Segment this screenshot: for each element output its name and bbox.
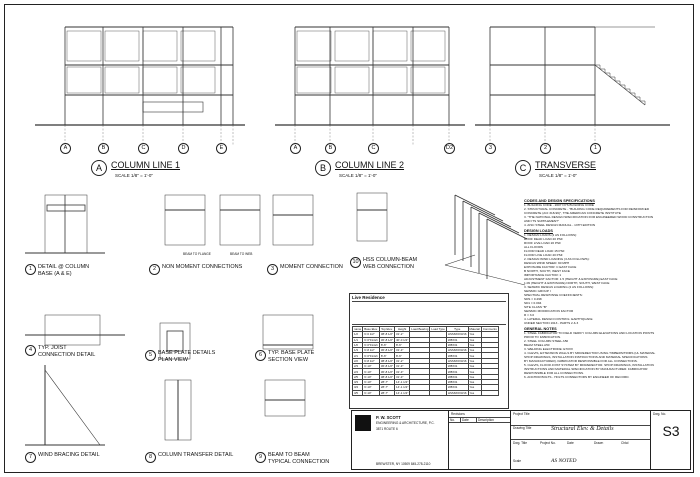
detail-2-drawing [165,195,205,245]
table-cell: Yes [468,342,481,347]
note-line: CONCRETE (ACI 318-99)", THE AMERICAN CONCRETE INSTITUTE [524,211,621,215]
note-line: 2. STRUCTURAL CONCRETE - "BUILDING CODE REQUIREMENTS FOR REINFORCED [524,207,650,211]
rev-col-date: Date [461,418,477,422]
drawing-title-transverse: TRANSVERSE [535,160,597,170]
table-cell: 14'-1 1/2" [396,380,409,385]
detail-subtitle: CONNECTION DETAIL [38,352,96,358]
detail-subtitle: SECTION VIEW [268,357,309,363]
note-line: 4. CLEVIS, EXTENSION WALLS BY MFR/ERECTOR USING TIMBERS/TRIMS (UL MATERIAL [524,351,656,355]
iso-frame-member [471,207,511,227]
grid-bubble: D [178,143,189,154]
elev-a-panel [181,67,215,93]
detail-number-badge: 6 [255,350,266,361]
grid-bubble: C [138,143,149,154]
detail-subtitle: PLAN VIEW [158,357,188,363]
table-cell: 2/4 [353,369,363,374]
note-line: ROOF DEAD LOAD 20 PSF [524,237,563,241]
sheet-number: S3 [662,423,680,440]
table-cell [481,390,498,395]
table-cell: 31'-3" [395,348,410,353]
project-title-label: Project Title [513,412,530,416]
notes-loads-list [524,233,690,325]
schedule-header-cell: Top Elev. [381,327,393,332]
note-line: R = 3.0 [524,313,535,317]
grid-bubble: B [325,143,336,154]
detail-2-sublabel-right: BEAM TO WEB [230,252,253,256]
table-cell [430,390,446,395]
detail-10-drawing [357,193,387,241]
iso-frame-member [463,201,503,221]
table-cell: 36'-8 1/2" [380,364,394,369]
grid-bubble: 2 [540,143,551,154]
drawing-scale: SCALE 1/8" = 1'-0" [539,173,577,178]
notes-loads-title: DESIGN LOADS [524,229,553,233]
table-cell: 3/3 [353,379,363,384]
table-cell: 2/1 [353,353,363,358]
table-cell: HSS6X6X3/16 [447,358,467,363]
elev-c-stair-stringer [595,65,645,105]
elev-a-panel [105,67,139,93]
table-cell: 28'-7" [379,379,394,384]
elev-b-panel [297,67,331,93]
table-cell: 2/5 [353,374,363,379]
elev-a-panel [143,31,177,61]
table-cell: 38'-8 1/2" [380,332,394,337]
table-cell: 1/3 [353,348,363,353]
elev-a-panel [67,31,101,61]
note-line: RESPONSIBLE FOR ALL CONNECTIONS. [524,371,584,375]
detail-title: BASE PLATE DETAILS [158,350,216,356]
note-line: 2. DESIGN WIND LOADING (3 AS FOLLOWS): [524,257,590,261]
detail-1-flange [47,205,85,211]
table-cell: 38'-8 1/2" [380,374,394,379]
table-cell: 36'-8 1/2" [380,348,394,353]
notes-general-title: GENERAL NOTES [524,327,557,331]
table-cell: 36'-8 1/2" [380,369,394,374]
detail-number-badge: 3 [267,264,278,275]
detail-subtitle: WEB CONNECTION [363,264,415,270]
table-cell: 14'-1 1/2" [396,385,409,390]
note-line: SITE CLASS "B" [524,305,548,309]
title-block-field-label: Date [567,441,574,445]
table-cell: 6'-10" [363,379,380,384]
drawing-sheet [4,4,694,473]
schedule-body [353,332,499,396]
schedule-header-cell: Load Bearing [411,327,429,332]
elev-b-panel [335,67,369,93]
table-cell [410,390,430,395]
note-line: INSTRUCTIONS AND MATERIAL SPECIFICATION BY MANUFACTURER. FABRICATOR [524,367,648,371]
table-cell: Yes [468,337,481,342]
revisions-panel [448,411,511,469]
detail-2-drawing [220,195,260,245]
elev-a-panel [67,67,101,93]
detail-title: TYP. BASE PLATE [268,350,315,356]
table-cell: W8X31 [446,369,468,374]
detail-number-badge: 4 [25,345,36,356]
table-cell: 14'-1 1/2" [396,390,409,395]
note-line: FLOOR DEAD LOAD 15 PSF [524,249,565,253]
drawing-title-label: Drawing Title [513,426,532,430]
table-cell: HSS6X6X3/16 [447,332,467,337]
note-line: 1. DESIGN LOADS (2 AS FOLLOWS): [524,233,577,237]
table-cell: 6'-10" [363,374,380,379]
note-line: SPECTRAL RESPONSE COEFFICIENTS: [524,293,583,297]
detail-number-badge: 5 [145,350,156,361]
table-cell: 6'-6"Finish [364,337,378,342]
note-line: 1.09 (HEIGHT & EXPOSURE) NORTH, SOUTH, WEST FACE [524,281,610,285]
elev-b-panel [373,31,407,61]
table-cell: 31'-3" [395,369,410,374]
detail-4-drawing [45,315,100,345]
drawing-title-column-line-2: COLUMN LINE 2 [335,160,405,170]
revisions-label: Revisions [449,411,511,418]
dwg-no-label: Dwg. No. [653,412,667,416]
note-line: B NORTH, SOUTH, WEST FACE [524,269,570,273]
table-cell: W8X31 [446,364,468,369]
table-cell: 31'-2" [395,358,410,363]
table-cell: 8'-6" [379,353,394,358]
detail-number-badge: 1 [25,264,36,275]
note-line: 3. "THE NATIONAL DESIGN SPECIFICATION FOR ENGINEERED WOOD CONSTRUCTION [524,215,654,219]
drawing-info-panel [510,411,651,469]
title-block-field-label: Project No. [540,441,556,445]
sheet-number-panel [650,411,691,469]
note-line: AND ITS SUPPLEMENT" [524,219,560,223]
note-line: 3. SEISMIC DESIGN LOADING (2 AS FOLLOWS): [524,285,594,289]
detail-number-badge: 10 [350,257,361,268]
drawing-letter-badge: C [515,160,531,176]
schedule-header-cell: Materail [469,327,480,332]
table-cell: Yes [468,348,481,353]
elev-b-panel [297,31,331,61]
table-cell: 2/3 [353,364,363,369]
schedule-header-cell: Base Elev. [364,327,378,332]
table-cell: 6'-6"Finish [364,343,378,348]
table-cell: 3/4 [353,385,363,390]
firm-subtitle: ENGINEERING & ARCHITECTURE, P.C. [376,421,435,425]
table-cell: Yes [468,332,481,337]
drawing-scale: SCALE 1/8" = 1'-0" [115,173,153,178]
grid-bubble: 3 [485,143,496,154]
drawing-letter-badge: B [315,160,331,176]
schedule-table [352,326,499,396]
detail-subtitle: TYPICAL CONNECTION [268,459,330,465]
note-line: ADJUSTMENT FACTOR: 1.5 (HEIGHT & EXPOSURE) EAST FACE [524,277,618,281]
elev-a-panel [181,31,215,61]
note-line: 3. WELDING ELECTRODE: E70XX [524,347,573,351]
note-line: BY MANUFACTURER). FABRICATOR RESPONSIBLE FOR ALL CONNECTIONS. [524,359,638,363]
table-cell: 8'-6" [395,353,410,358]
drawing-letter-badge: A [91,160,107,176]
notes-codes-list [524,203,690,227]
grid-bubble: 1 [590,143,601,154]
detail-subtitle: BASE (A & E) [38,271,72,277]
table-cell: 31'-3" [395,364,410,369]
note-line: 1. STEEL FABRICATOR TO FIELD VERIFY COLUMN ELEVATIONS AND LOCATION POINTS [524,331,655,335]
note-line: SEISMIC GROUP I [524,289,551,293]
scale-label: Scale [513,459,521,463]
table-cell: Yes [468,390,481,395]
table-cell: 8'-6" [379,342,394,347]
note-line: SHOP DRAWINGS, INSTALLATION INSTRUCTIONS AND MATERIAL SPECIFICATIONS [524,355,648,359]
table-cell: W8X31 [446,379,468,384]
detail-6-drawing [263,315,313,349]
title-block-field-label: Drawn [594,441,604,445]
table-cell: 6'-10" [363,390,380,395]
detail-5-column [167,331,183,351]
note-line: IMPORTANCE FACTOR: 1 [524,273,562,277]
note-line: SEISMIC MODIFICATION FACTOR [524,309,574,313]
iso-frame-member [487,219,527,239]
detail-title: WIND BRACING DETAIL [38,452,100,458]
detail-title: NON MOMENT CONNECTIONS [162,264,243,270]
note-line: 1. BUILDING CODE - 2007 NYS BUILDING CODE [524,203,594,207]
table-cell: 6'-10" [363,385,380,390]
table-cell: 1/0 [353,342,363,347]
detail-number-badge: 8 [145,452,156,463]
table-cell: Yes [468,358,481,363]
detail-7-brace [45,370,100,445]
detail-title: TYP. JOIST [38,345,67,351]
iso-frame-slab [445,255,475,265]
note-line: 2. STEEL COLUMN STEEL A50 [524,339,569,343]
grid-bubble: A [60,143,71,154]
notes-codes-title: CODES AND DESIGN SPECIFICATIONS [524,199,595,203]
table-cell: 28'-7" [379,385,394,390]
note-line: EXPOSURE FACTOR: C EAST FACE [524,265,577,269]
grid-bubble: D2 [444,143,455,154]
detail-title: MOMENT CONNECTION [280,264,343,270]
detail-2-sublabel-left: BEAM TO FLANGE [183,252,211,256]
grid-bubble: A [290,143,301,154]
schedule-header-cell: Type [446,327,468,332]
iso-frame-member [455,195,495,215]
drawing-title-value: Structural Elev. & Details [551,426,614,432]
table-cell: 1/2 [353,332,363,337]
table-cell: 1/1 [353,337,363,342]
detail-number-badge: 2 [149,264,160,275]
note-line: PRIOR TO FABRICATION. [524,335,561,339]
table-cell: 36'-8 1/2" [380,337,394,342]
notes-general-list [524,331,690,379]
detail-1-drawing [45,195,87,253]
elev-a-panel [143,67,177,93]
note-line: 4. AISC STEEL DESIGN MANUAL - 13TH EDITION [524,223,596,227]
detail-title: DETAIL @ COLUMN [38,264,90,270]
table-cell: HSS6X6X3/16 [447,390,467,395]
table-cell: Yes [468,364,481,369]
note-line: FLOOR LIVE LOAD 40 PSF [524,253,563,257]
table-cell: Yes [468,385,481,390]
detail-number-badge: 7 [25,452,36,463]
schedule-legend-area [352,301,506,325]
table-cell: 8'-6" [395,342,410,347]
firm-city: BREWSTER, NY 10509 845-278-2110 [376,462,431,466]
grid-bubble: C [368,143,379,154]
table-cell: W8X31 [446,337,468,342]
table-cell: 31'-2" [395,332,410,337]
elev-b-panel [335,31,369,61]
note-line: SDS = 0.298 [524,297,542,301]
table-cell: 31'-3" [395,374,410,379]
elev-b-panel [411,31,445,61]
live-load-schedule [349,293,509,409]
title-block [351,410,691,470]
grid-bubble: E [216,143,227,154]
title-block-field-label: Dwg. Title [513,441,527,445]
note-line: BEAM STEEL A50 [524,343,550,347]
grid-bubble: B [98,143,109,154]
table-cell: 6'-10" [363,364,380,369]
table-cell: 38'-8 1/2" [380,358,394,363]
table-cell: 6'-6 1/2" [363,332,380,337]
table-cell: 40'-0 1/2" [396,337,409,342]
elev-b-panel [373,67,407,93]
schedule-header-row [353,327,499,332]
note-line: UNDER SECTION 1613 - PARTS 2 & 3 [524,321,579,325]
table-cell: W8X31 [446,385,468,390]
note-line: ROOF LIVE LOAD 20 PSF [524,241,561,245]
schedule-header-cell: Comments [482,327,497,332]
note-line: 5. CLEVIS, FLOOR JOIST SYSTEM BY MFR/ERECTOR. SHOP DRAWINGS, INSTALLATION [524,363,654,367]
detail-title: COLUMN TRANSFER DETAIL [158,452,234,458]
scale-value: AS NOTED [551,458,577,464]
table-cell: 6'-8 1/2" [363,348,380,353]
divider [511,439,651,440]
table-cell: 6'-10" [363,369,380,374]
title-block-field-label: Chkd [621,441,629,445]
table-cell: 6'-6"Finish [364,353,378,358]
schedule-header-cell: name [354,327,362,332]
drawing-scale: SCALE 1/8" = 1'-0" [339,173,377,178]
note-line: DESIGN WIND SPEED: 90 MPH [524,261,570,265]
elev-a-panel [105,31,139,61]
schedule-header-cell: Load Type [431,327,445,332]
detail-3-drawing [273,195,313,245]
table-cell: Yes [468,379,481,384]
note-line: SD1 = 0.094 [524,301,542,305]
elev-b-panel [411,67,445,93]
rev-col-description: Description [478,418,494,423]
drawing-title-column-line-1: COLUMN LINE 1 [111,160,181,170]
table-row [353,390,499,395]
firm-logo [355,415,371,431]
table-cell: W8X31 [446,342,468,347]
iso-frame-member [479,213,519,233]
table-cell: Yes [468,369,481,374]
table-cell: Yes [468,374,481,379]
rev-col-no: No. [449,418,461,422]
table-cell: W8X31 [446,353,468,358]
table-cell: 28'-7" [379,390,394,395]
firm-name: P. W. SCOTT [376,415,401,420]
iso-frame-slab [445,265,525,285]
schedule-title: Live Residence [352,295,385,300]
table-cell: 3/5 [353,390,363,395]
table-cell: 6'-8 1/2" [363,358,380,363]
note-line: 6. ANCHOR BOLTS - HOLTS CONNECTORS BY ENGINEER OF RECORD. [524,375,630,379]
detail-title: BEAM TO BEAM [268,452,310,458]
firm-address: 3871 ROUTE 6 [376,427,398,431]
detail-number-badge: 9 [255,452,266,463]
schedule-header-cell: Height [395,327,410,332]
note-line: ALL FLOORS [524,245,543,249]
table-cell: W8X31 [446,374,468,379]
note-line: 4. LATERAL DESIGN CONTROL: EARTHQUAKE [524,317,593,321]
revisions-header [449,418,511,423]
detail-title: HSS COLUMN-BEAM [363,257,418,263]
table-cell: Yes [468,353,481,358]
table-cell: HSS6X6X3/16 [447,348,467,353]
detail-9-drawing [265,380,305,416]
elev-a-slab [143,102,203,112]
table-cell: 2/2 [353,358,363,363]
